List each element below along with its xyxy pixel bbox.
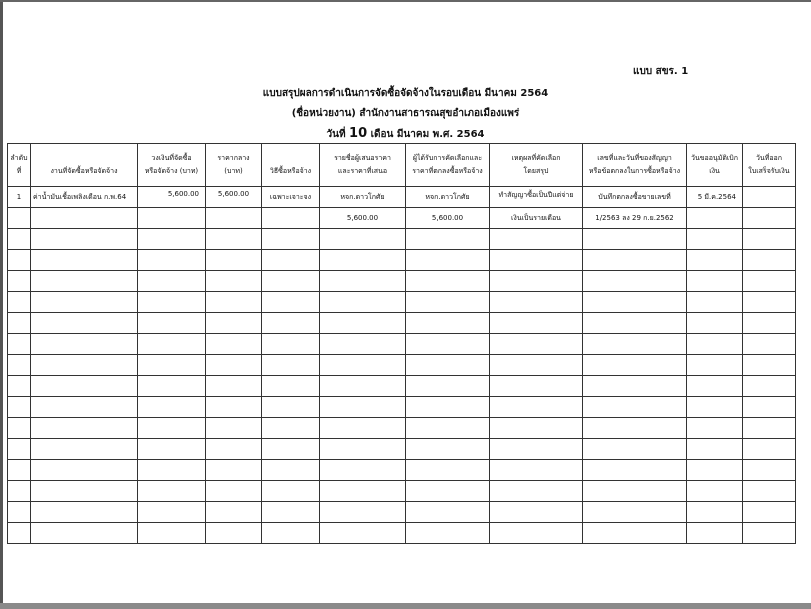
empty-cell <box>206 271 262 292</box>
cell-approval-date <box>687 208 743 229</box>
header-budget: วงเงินที่จัดซื้อ หรือจัดจ้าง (บาท) <box>138 144 206 187</box>
empty-cell <box>687 523 743 544</box>
cell-item <box>31 208 138 229</box>
empty-cell <box>490 523 583 544</box>
empty-cell <box>583 418 687 439</box>
empty-cell <box>206 460 262 481</box>
empty-cell <box>8 355 31 376</box>
cell-item: ค่าน้ำมันเชื้อเพลิงเดือน ก.พ.64 <box>31 187 138 208</box>
empty-cell <box>743 523 796 544</box>
empty-cell <box>138 376 206 397</box>
empty-cell <box>687 250 743 271</box>
empty-cell <box>490 481 583 502</box>
empty-cell <box>490 313 583 334</box>
empty-cell <box>8 250 31 271</box>
empty-cell <box>320 523 406 544</box>
cell-reason: ทำสัญญาซื้อเป็นปีแต่จ่าย <box>490 187 583 208</box>
empty-cell <box>490 355 583 376</box>
empty-cell <box>687 313 743 334</box>
empty-cell <box>743 460 796 481</box>
empty-cell <box>743 376 796 397</box>
empty-cell <box>687 229 743 250</box>
table-row-empty <box>8 229 796 250</box>
empty-cell <box>138 355 206 376</box>
empty-cell <box>687 355 743 376</box>
empty-cell <box>320 355 406 376</box>
cell-reason: เงินเป็นรายเดือน <box>490 208 583 229</box>
empty-cell <box>206 355 262 376</box>
empty-cell <box>743 397 796 418</box>
cell-contract: บันทึกตกลงซื้อขายเลขที่ <box>583 187 687 208</box>
empty-cell <box>583 271 687 292</box>
empty-cell <box>8 502 31 523</box>
empty-cell <box>583 292 687 313</box>
empty-cell <box>138 418 206 439</box>
empty-cell <box>262 481 320 502</box>
empty-cell <box>490 271 583 292</box>
empty-cell <box>687 271 743 292</box>
empty-cell <box>138 292 206 313</box>
empty-cell <box>320 502 406 523</box>
empty-cell <box>687 418 743 439</box>
empty-cell <box>206 397 262 418</box>
empty-cell <box>320 376 406 397</box>
empty-cell <box>8 397 31 418</box>
empty-cell <box>490 376 583 397</box>
empty-cell <box>8 418 31 439</box>
empty-cell <box>743 229 796 250</box>
cell-bidder: หจก.ดาวโกศัย <box>320 187 406 208</box>
empty-cell <box>406 439 490 460</box>
empty-cell <box>138 271 206 292</box>
table-row-empty <box>8 502 796 523</box>
cell-receipt-date <box>743 187 796 208</box>
empty-cell <box>262 292 320 313</box>
empty-cell <box>31 271 138 292</box>
report-date <box>0 126 811 142</box>
empty-cell <box>490 250 583 271</box>
empty-cell <box>8 523 31 544</box>
empty-cell <box>31 523 138 544</box>
header-method: วิธีซื้อหรือจ้าง <box>262 144 320 187</box>
empty-cell <box>490 397 583 418</box>
empty-cell <box>406 397 490 418</box>
empty-cell <box>583 313 687 334</box>
header-receipt-date: วันที่ออก ใบเสร็จรับเงิน <box>743 144 796 187</box>
empty-cell <box>262 229 320 250</box>
table-row-empty <box>8 250 796 271</box>
empty-cell <box>583 460 687 481</box>
empty-cell <box>206 502 262 523</box>
empty-cell <box>262 523 320 544</box>
empty-cell <box>687 376 743 397</box>
empty-cell <box>138 523 206 544</box>
header-item: งานที่จัดซื้อหรือจัดจ้าง <box>31 144 138 187</box>
table-row-empty <box>8 439 796 460</box>
empty-cell <box>406 481 490 502</box>
empty-cell <box>31 502 138 523</box>
empty-cell <box>743 292 796 313</box>
empty-cell <box>138 481 206 502</box>
empty-cell <box>320 481 406 502</box>
empty-cell <box>743 481 796 502</box>
table-row-empty <box>8 334 796 355</box>
cell-median-price: 5,600.00 <box>206 187 262 208</box>
empty-cell <box>206 481 262 502</box>
empty-cell <box>687 292 743 313</box>
agency-name: (ชื่อหน่วยงาน) สำนักงานสาธารณสุขอำเภอเมืองแพร่ <box>291 108 520 119</box>
header-bidders: รายชื่อผู้เสนอราคา และราคาที่เสนอ <box>320 144 406 187</box>
table-row-empty <box>8 271 796 292</box>
empty-cell <box>262 355 320 376</box>
empty-cell <box>406 313 490 334</box>
empty-cell <box>583 334 687 355</box>
empty-cell <box>320 439 406 460</box>
empty-cell <box>406 250 490 271</box>
empty-cell <box>262 271 320 292</box>
cell-median-price <box>206 208 262 229</box>
empty-cell <box>262 334 320 355</box>
empty-cell <box>8 271 31 292</box>
empty-cell <box>490 418 583 439</box>
table-row-empty <box>8 523 796 544</box>
empty-cell <box>743 355 796 376</box>
table-row-empty <box>8 397 796 418</box>
report-date-suffix: เดือน มีนาคม พ.ศ. 2564 <box>367 129 485 140</box>
header-median-price: ราคากลาง (บาท) <box>206 144 262 187</box>
empty-cell <box>406 502 490 523</box>
empty-cell <box>320 292 406 313</box>
empty-cell <box>262 460 320 481</box>
empty-cell <box>406 229 490 250</box>
empty-cell <box>583 523 687 544</box>
empty-cell <box>320 250 406 271</box>
empty-cell <box>262 250 320 271</box>
empty-cell <box>262 502 320 523</box>
empty-cell <box>583 355 687 376</box>
empty-cell <box>743 334 796 355</box>
empty-cell <box>583 397 687 418</box>
empty-cell <box>138 313 206 334</box>
empty-cell <box>320 229 406 250</box>
empty-cell <box>320 460 406 481</box>
empty-cell <box>743 313 796 334</box>
empty-cell <box>206 334 262 355</box>
empty-cell <box>406 334 490 355</box>
empty-cell <box>31 292 138 313</box>
empty-cell <box>320 397 406 418</box>
empty-cell <box>406 292 490 313</box>
cell-selected: หจก.ดาวโกศัย <box>406 187 490 208</box>
empty-cell <box>8 460 31 481</box>
empty-cell <box>406 523 490 544</box>
form-code: แบบ สขร. 1 <box>633 66 689 77</box>
cell-approval-date: 5 มี.ค.2564 <box>687 187 743 208</box>
empty-cell <box>31 439 138 460</box>
empty-cell <box>8 481 31 502</box>
table-row-empty <box>8 376 796 397</box>
empty-cell <box>583 376 687 397</box>
empty-cell <box>138 502 206 523</box>
empty-cell <box>138 439 206 460</box>
empty-cell <box>31 250 138 271</box>
empty-cell <box>31 481 138 502</box>
report-date-prefix: วันที่ <box>326 129 350 140</box>
empty-cell <box>320 313 406 334</box>
empty-cell <box>262 418 320 439</box>
empty-cell <box>687 439 743 460</box>
empty-cell <box>8 229 31 250</box>
empty-cell <box>583 250 687 271</box>
header-seq: ลำดับ ที่ <box>8 144 31 187</box>
cell-budget <box>138 208 206 229</box>
header-reason: เหตุผลที่คัดเลือก โดยสรุป <box>490 144 583 187</box>
empty-cell <box>206 292 262 313</box>
empty-cell <box>490 439 583 460</box>
empty-cell <box>490 334 583 355</box>
empty-cell <box>583 481 687 502</box>
empty-cell <box>31 334 138 355</box>
cell-method: เฉพาะเจาะจง <box>262 187 320 208</box>
header-contract: เลขที่และวันที่ของสัญญา หรือข้อตกลงในการซื้อหรือจ้าง <box>583 144 687 187</box>
empty-cell <box>31 397 138 418</box>
empty-cell <box>490 229 583 250</box>
header-approval-date: วันขออนุมัติเบิก เงิน <box>687 144 743 187</box>
empty-cell <box>687 334 743 355</box>
empty-cell <box>138 397 206 418</box>
empty-cell <box>8 313 31 334</box>
empty-cell <box>687 502 743 523</box>
empty-cell <box>406 460 490 481</box>
empty-cell <box>31 418 138 439</box>
header-selected: ผู้ได้รับการคัดเลือกและ ราคาที่ตกลงซื้อหรือจ้าง <box>406 144 490 187</box>
cell-method <box>262 208 320 229</box>
empty-cell <box>583 439 687 460</box>
cell-seq: 1 <box>8 187 31 208</box>
table-row-empty <box>8 313 796 334</box>
table-row-empty <box>8 418 796 439</box>
empty-cell <box>31 355 138 376</box>
empty-cell <box>490 460 583 481</box>
empty-cell <box>8 334 31 355</box>
empty-cell <box>31 460 138 481</box>
empty-cell <box>320 334 406 355</box>
table-header-row <box>8 144 796 187</box>
empty-cell <box>206 439 262 460</box>
empty-cell <box>31 313 138 334</box>
empty-cell <box>138 229 206 250</box>
empty-cell <box>406 376 490 397</box>
table-row-empty <box>8 292 796 313</box>
scan-top-edge <box>0 0 811 2</box>
empty-cell <box>138 334 206 355</box>
empty-cell <box>490 292 583 313</box>
empty-cell <box>206 250 262 271</box>
table-row-empty <box>8 355 796 376</box>
empty-cell <box>743 271 796 292</box>
empty-cell <box>743 250 796 271</box>
report-date-day: 10 <box>349 126 368 141</box>
table-row <box>8 208 796 229</box>
empty-cell <box>8 292 31 313</box>
empty-cell <box>31 376 138 397</box>
empty-cell <box>262 397 320 418</box>
empty-cell <box>687 460 743 481</box>
empty-cell <box>262 439 320 460</box>
cell-bid-price: 5,600.00 <box>320 208 406 229</box>
empty-cell <box>743 418 796 439</box>
empty-cell <box>8 439 31 460</box>
empty-cell <box>262 313 320 334</box>
empty-cell <box>406 355 490 376</box>
cell-receipt-date <box>743 208 796 229</box>
empty-cell <box>743 502 796 523</box>
empty-cell <box>320 271 406 292</box>
cell-contract: 1/2563 ลง 29 ก.ย.2562 <box>583 208 687 229</box>
empty-cell <box>206 418 262 439</box>
empty-cell <box>583 229 687 250</box>
empty-cell <box>262 376 320 397</box>
empty-cell <box>743 439 796 460</box>
empty-cell <box>583 502 687 523</box>
empty-cell <box>687 397 743 418</box>
cell-budget: 5,600.00 <box>138 187 206 208</box>
empty-cell <box>31 229 138 250</box>
table-row-empty <box>8 481 796 502</box>
table-row-empty <box>8 460 796 481</box>
scan-bottom-edge <box>0 603 811 609</box>
table-row <box>8 187 796 208</box>
empty-cell <box>206 313 262 334</box>
report-title: แบบสรุปผลการดำเนินการจัดซื้อจัดจ้างในรอบเดือน มีนาคม 2564 <box>262 88 549 99</box>
cell-selected-price: 5,600.00 <box>406 208 490 229</box>
cell-seq <box>8 208 31 229</box>
empty-cell <box>406 271 490 292</box>
empty-cell <box>687 481 743 502</box>
empty-cell <box>206 229 262 250</box>
empty-cell <box>8 376 31 397</box>
procurement-summary-table <box>7 143 796 544</box>
empty-cell <box>206 523 262 544</box>
empty-cell <box>490 502 583 523</box>
empty-cell <box>206 376 262 397</box>
empty-cell <box>406 418 490 439</box>
empty-cell <box>138 250 206 271</box>
empty-cell <box>138 460 206 481</box>
empty-cell <box>320 418 406 439</box>
